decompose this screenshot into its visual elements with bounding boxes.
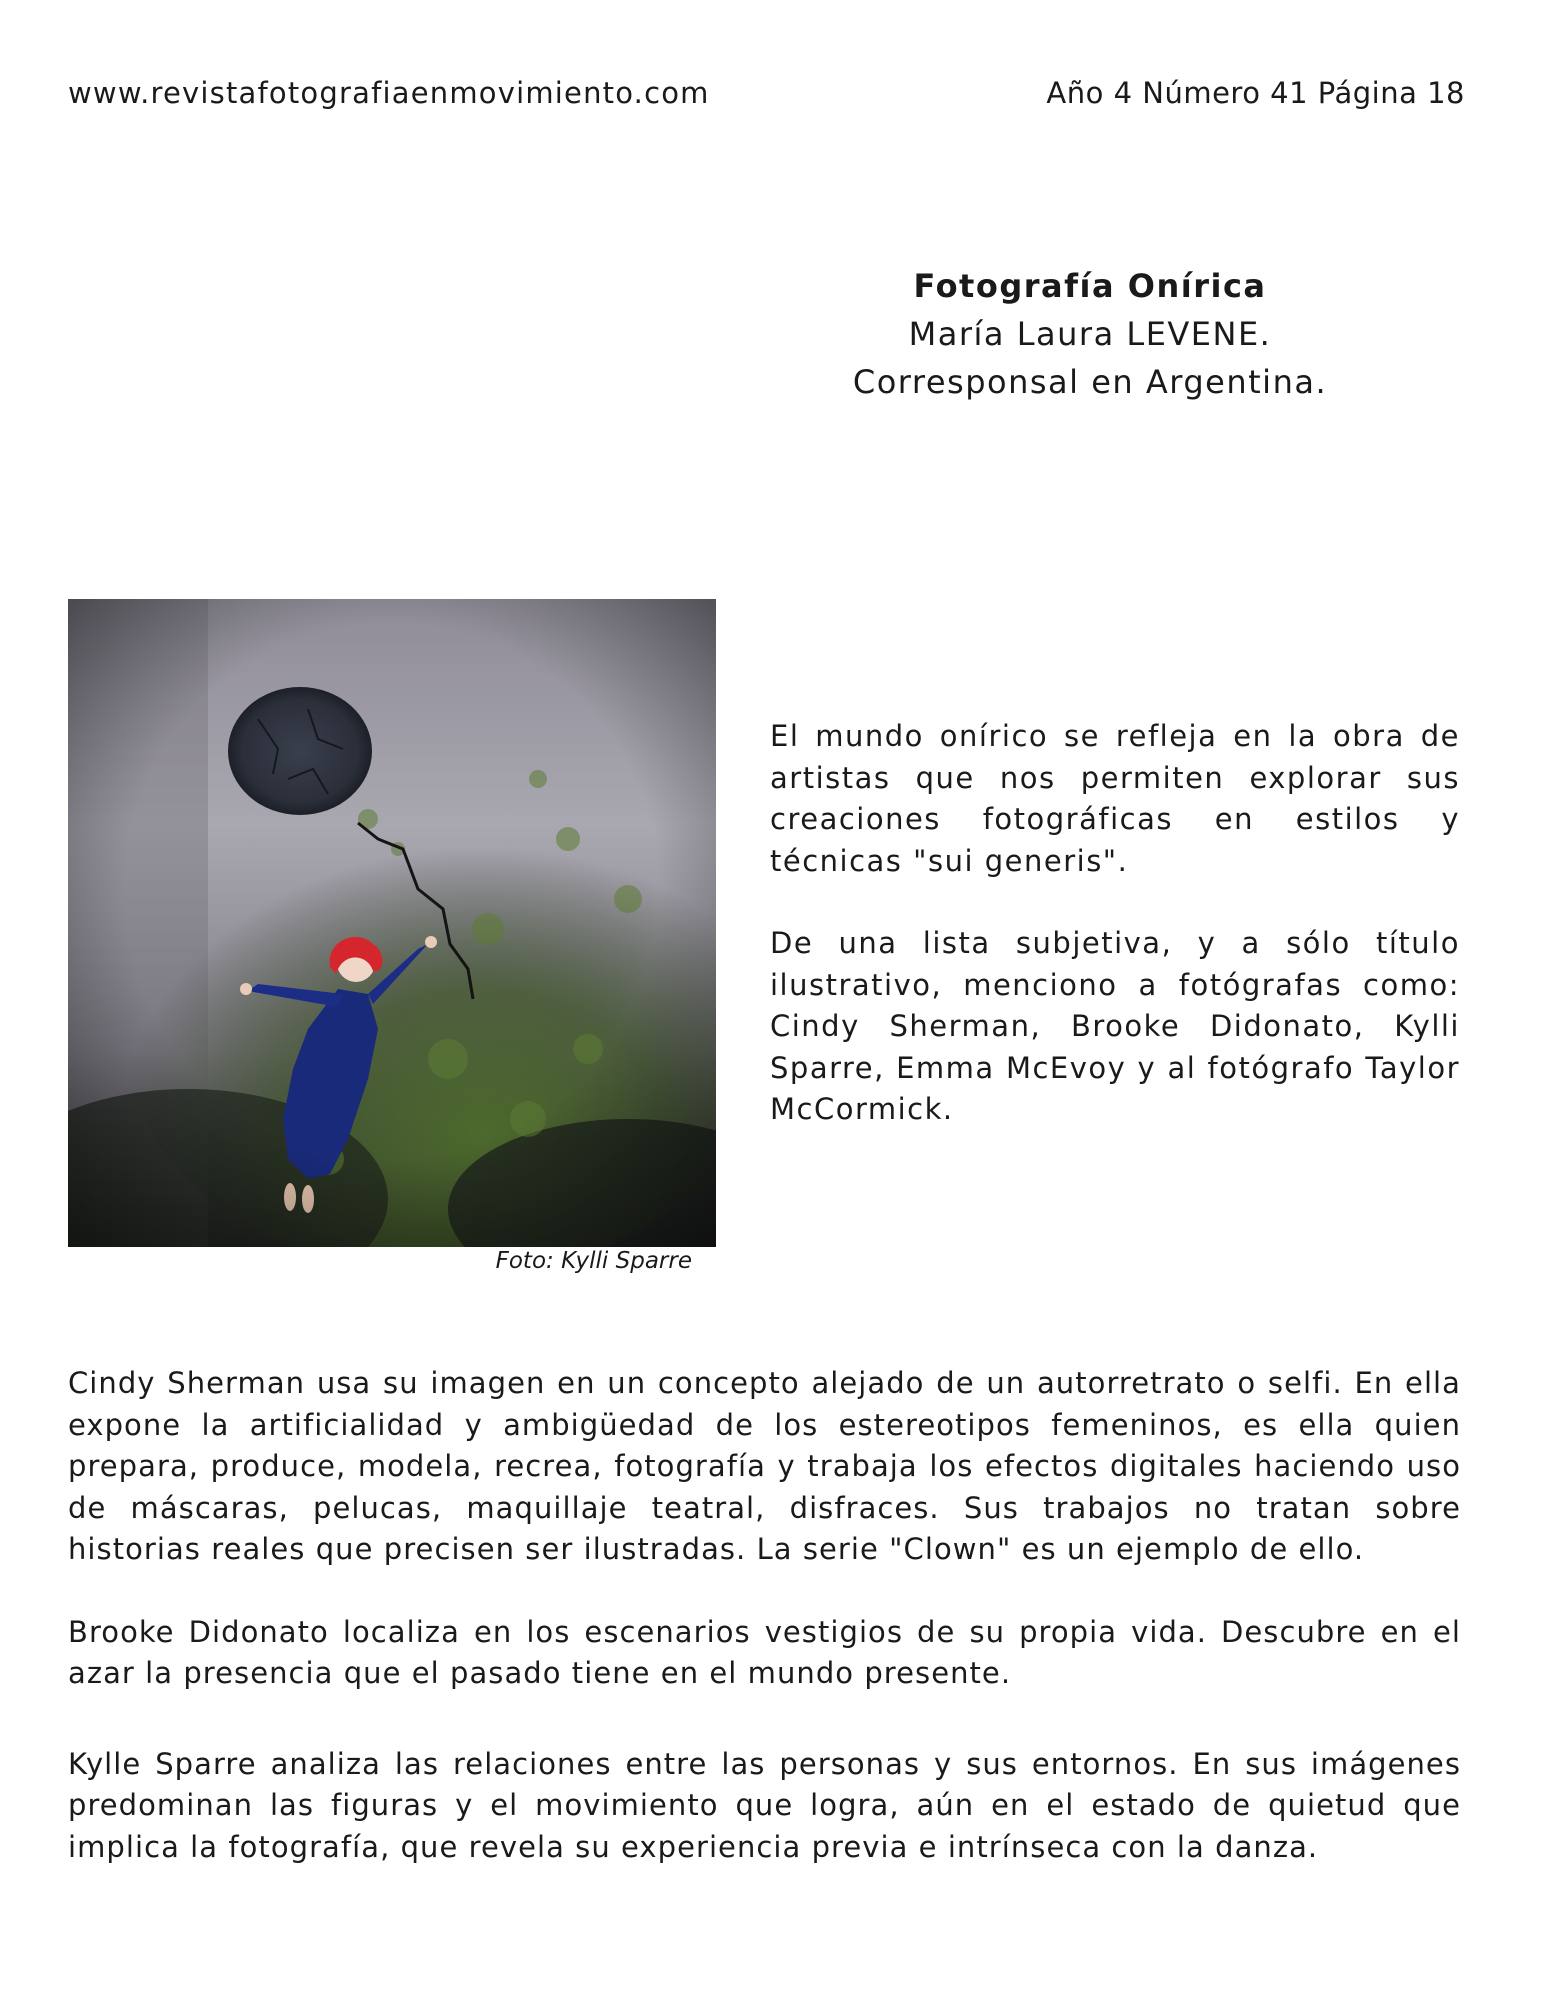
article-photo xyxy=(68,599,716,1247)
article-body xyxy=(68,1363,1461,1868)
photo-caption: Foto: Kylli Sparre xyxy=(495,1248,692,1274)
header-url: www.revistafotografiaenmovimiento.com xyxy=(68,76,710,110)
photo-illustration xyxy=(68,599,716,1247)
article-heading xyxy=(780,262,1400,406)
header-issue-page: Año 4 Número 41 Página 18 xyxy=(1046,76,1465,110)
intro-paragraph: De una lista subjetiva, y a sólo título ilustrativo, menciono a fotógrafas como: Cindy Sherman, Brooke Didonato, Kylli Sparre, Emma McEvoy y al fotógrafo Taylor McCormick. xyxy=(770,926,1460,1126)
article-author: María Laura LEVENE. xyxy=(908,315,1272,353)
body-paragraph: Cindy Sherman usa su imagen en un concepto alejado de un autorretrato o selfi. En ella expone la artificialidad y ambigüedad de los estereotipos femeninos, es ella quien prepara, produce, modela, recrea, fotografía y trabaja los efectos digitales haciendo uso de máscaras, pelucas, maquillaje teatral, disfraces. Sus trabajos no tratan sobre historias reales que precisen ser ilustradas. La serie "Clown" es un ejemplo de ello. xyxy=(68,1366,1461,1566)
body-paragraph: Brooke Didonato localiza en los escenarios vestigios de su propia vida. Descubre en el azar la presencia que el pasado tiene en el mundo presente. xyxy=(68,1614,1461,1690)
article-author-role: Corresponsal en Argentina. xyxy=(852,363,1328,401)
article-title: Fotografía Onírica xyxy=(913,267,1267,305)
body-paragraph: Kylle Sparre analiza las relaciones entre las personas y sus entornos. En sus imágenes predominan las figuras y el movimiento que logra, aún en el estado de quietud que implica la fotografía, que revela su experiencia previa e intrínseca con la danza. xyxy=(68,1746,1461,1864)
intro-paragraph: El mundo onírico se refleja en la obra de artistas que nos permiten explorar sus creaciones fotográficas en estilos y técnicas "sui generis". xyxy=(770,719,1460,878)
intro-text-column xyxy=(770,716,1460,1131)
